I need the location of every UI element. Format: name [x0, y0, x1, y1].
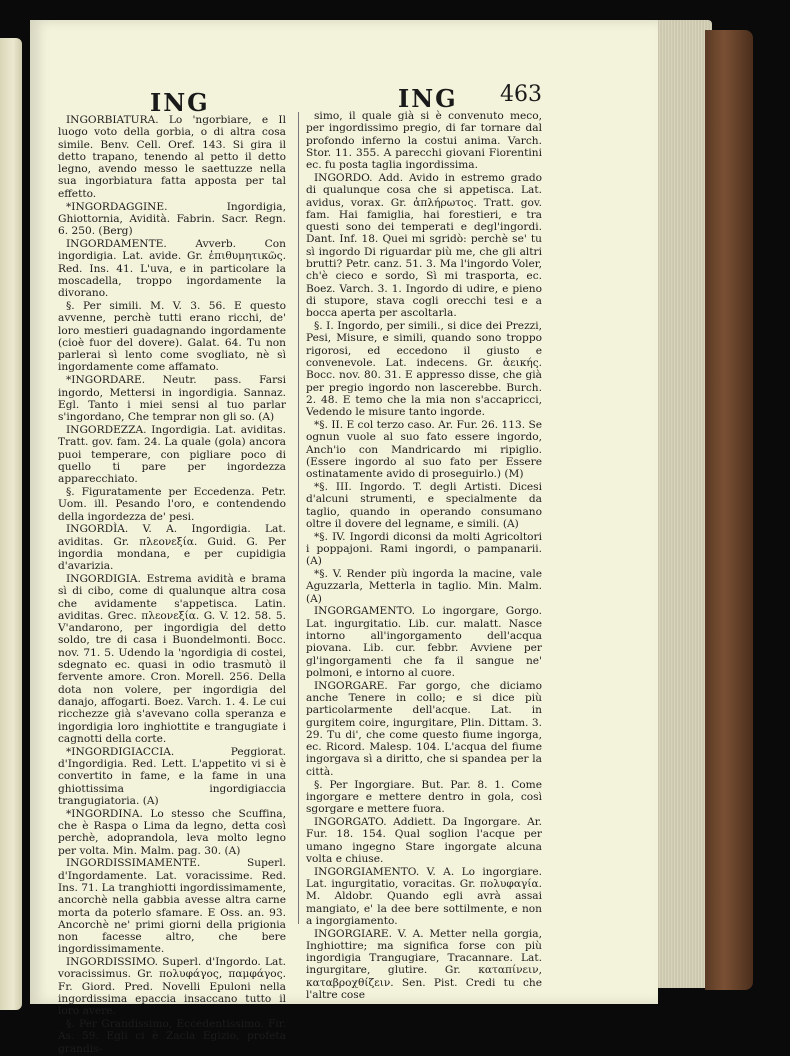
- page-number: 463: [500, 82, 542, 107]
- dictionary-entry: INGORDISSIMAMENTE. Superl. d'Ingordamente. Lat. voracissime. Red. Ins. 71. La tranghiotti ingordissimamente, ancorchè nella gabbia avesse altra carne morta da poterlo sfamare. E Oss. an. 93. Ancorchè ne' primi giorni della prigionia non facesse altro, che bere ingordissimamente.: [58, 857, 286, 956]
- dictionary-entry: *INGORDAGGINE. Ingordigia, Ghiottornia, Avidità. Fabrin. Sacr. Regn. 6. 250. (Berg): [58, 200, 286, 238]
- dictionary-entry: INGORBIATURA. Lo 'ngorbiare, e Il luogo voto della gorbia, o di altra cosa simile. Benv. Cell. Oref. 143. Si gira il detto trapano, tenendo al petto il detto legno, avendo messo le saettuzze nella sua ingorbiatura fatta apposta per tal effetto.: [58, 114, 286, 200]
- dictionary-entry: *§. IV. Ingordi diconsi da molti Agricoltori i poppajoni. Rami ingordi, o pampanarii. (A): [306, 530, 542, 568]
- dictionary-entry: *INGORDARE. Neutr. pass. Farsi ingordo, Mettersi in ingordigia. Sannaz. Egl. Tanto i miei sensi al tuo parlar s'ingordano, Che temprar non gli so. (A): [58, 374, 286, 424]
- dictionary-entry: INGORDAMENTE. Avverb. Con ingordigia. Lat. avide. Gr. ἐπιθυμητικῶς. Red. Ins. 41. L'uva, e in particolare la moscadella, troppo ingordamente la divorano.: [58, 237, 286, 300]
- dictionary-entry: INGORGATO. Addiett. Da Ingorgare. Ar. Fur. 18. 154. Qual soglion l'acque per umano ingegno Stare ingorgate alcuna volta e chiuse.: [306, 815, 542, 865]
- dictionary-entry: *INGORDINA. Lo stesso che Scuffina, che è Raspa o Lima da legno, detta così perchè, adoprandola, leva molto legno per volta. Min. Malm. pag. 30. (A): [58, 807, 286, 857]
- left-column: [58, 114, 286, 1056]
- dictionary-entry: INGORGIARE. V. A. Metter nella gorgia, Inghiottire; ma significa forse con più ingordigia Trangugiare, Tracannare. Lat. ingurgitare, glutire. Gr. καταπίνειν, καταβροχθίζειν. Sen. Pist. Credi tu che l'altre cose: [306, 927, 542, 1002]
- book-cover: [705, 30, 753, 990]
- facing-page-edge: [0, 38, 22, 1010]
- dictionary-entry: *INGORDIGIACCIA. Peggiorat. d'Ingordigia. Red. Lett. L'appetito vi si è convertito in fame, e la fame in una ghiottissima ingordigiaccia trangugiatoria. (A): [58, 745, 286, 807]
- dictionary-entry: §. Per Ingorgiare. But. Par. 8. 1. Come ingorgare e mettere dentro in gola, così sgorgare e mettere fuora.: [306, 778, 542, 816]
- dictionary-entry: *§. III. Ingordo. T. degli Artisti. Dicesi d'alcuni strumenti, e specialmente da taglio, quando in operando consumano oltre il dovere del legname, e simili. (A): [306, 480, 542, 530]
- guide-word-left: ING: [150, 88, 210, 117]
- dictionary-entry: *§. V. Render più ingorda la macine, vale Aguzzarla, Metterla in taglio. Min. Malm. (A): [306, 567, 542, 605]
- dictionary-entry: §. Per Grandissimo, Eccedentissimo. Fir. As. 59. Egli ci è Zacla Egizio, profeta grandis-: [58, 1018, 286, 1055]
- dictionary-entry: §. Per simili. M. V. 3. 56. E questo avvenne, perchè tutti erano ricchi, de' loro mestieri guadagnando ingordamente (cioè fuor del dovere). Galat. 64. Tu non parlerai sì lento come svogliato, nè sì ingordamente come affamato.: [58, 299, 286, 374]
- dictionary-entry: §. I. Ingordo, per simili., si dice dei Prezzi, Pesi, Misure, e simili, quando sono troppo rigorosi, ed eccedono il giusto e convenevole. Lat. indecens. Gr. ἀεικής. Bocc. nov. 80. 31. E appresso disse, che già per pregio ingordo non lascerebbe. Burch. 2. 48. E temo che la mia non s'accapricci, Vedendo le misure tanto ingorde.: [306, 320, 542, 419]
- dictionary-entry: INGORGARE. Far gorgo, che diciamo anche Tenere in collo; e si dice più particolarmente dell'acque. Lat. in gurgitem coire, ingurgitare, Plin. Dittam. 3. 29. Tu di', che come questo fiume ingorga, ec. Ricord. Malesp. 104. L'acqua del fiume ingorgava sì a diritto, che si spandea per la città.: [306, 679, 542, 778]
- dictionary-entry: INGORGAMENTO. Lo ingorgare, Gorgo. Lat. ingurgitatio. Lib. cur. malatt. Nasce intorno all'ingorgamento dell'acqua piovana. Lib. cur. febbr. Avviene per gl'ingorgamenti che fa il sangue ne' polmoni, e intorno al cuore.: [306, 605, 542, 679]
- dictionary-entry: INGORDÌA. V. A. Ingordigia. Lat. aviditas. Gr. πλεονεξία. Guid. G. Per ingordia mondana, e per cupidigia d'avarizia.: [58, 523, 286, 573]
- right-column: [306, 110, 542, 1002]
- guide-word-right: ING: [398, 84, 458, 113]
- column-divider: [298, 112, 299, 924]
- dictionary-entry: simo, il quale già si è convenuto meco, per ingordissimo pregio, di far tornare dal profondo inferno la costui anima. Varch. Stor. 11. 355. A parecchi giovani Fiorentini ec. fu posta taglia ingordissima.: [306, 110, 542, 172]
- page-edges: [650, 20, 712, 988]
- dictionary-entry: INGORDEZZA. Ingordigia. Lat. aviditas. Tratt. gov. fam. 24. La quale (gola) ancora puoi temperare, con pigliare poco di quello ti pare per ingordezza apparecchiato.: [58, 423, 286, 486]
- dictionary-entry: INGORDIGIA. Estrema avidità e brama sì di cibo, come di qualunque altra cosa che avidamente s'appetisca. Latin. aviditas. Grec. πλεονεξία. G. V. 12. 58. 5. V'andarono, per ingordigia del detto soldo, tre di casa i Buondelmonti. Bocc. nov. 71. 5. Udendo la 'ngordigia di costei, sdegnato ec. quasi in odio trasmutò il fervente amore. Cron. Morell. 256. Della dota non volere, per ingordigia del danajo, affogarti. Boez. Varch. 1. 4. Le cui ricchezze già s'avevano colla speranza e ingordigia loro inghiottite e trangugiate i cagnotti della corte.: [58, 572, 286, 745]
- dictionary-entry: §. Figuratamente per Eccedenza. Petr. Uom. ill. Pesando l'oro, e contendendo della ingordezza de' pesi.: [58, 485, 286, 523]
- dictionary-entry: INGORGIAMENTO. V. A. Lo ingorgiare. Lat. ingurgitatio, voracitas. Gr. πολυφαγία. M. Aldobr. Quando egli avrà assai mangiato, e' la dee bere sottilmente, e non a ingorgiamento.: [306, 865, 542, 927]
- dictionary-entry: INGORDISSIMO. Superl. d'Ingordo. Lat. voracissimus. Gr. πολυφάγος, παμφάγος. Fr. Giord. Pred. Novelli Epuloni nella ingordissima epaccia insaccano tutto il loro avere.: [58, 956, 286, 1018]
- dictionary-entry: INGORDO. Add. Avido in estremo grado di qualunque cosa che si appetisca. Lat. avidus, vorax. Gr. ἀπλήρωτος. Tratt. gov. fam. Hai famiglia, hai forestieri, e tra questi sono dei temperati e degl'ingordi. Dant. Inf. 18. Quei mi sgridò: perchè se' tu sì ingordo Di riguardar più me, che gli altri brutti? Petr. canz. 51. 3. Ma l'ingordo Voler, ch'è cieco e sordo, Sì mi trasporta, ec. Boez. Varch. 3. 1. Ingordo di udire, e pieno di stupore, stava cogli orecchi tesi e a bocca aperta per ascoltarla.: [306, 171, 542, 320]
- dictionary-entry: *§. II. E col terzo caso. Ar. Fur. 26. 113. Se ognun vuole al suo fato essere ingordo, Anch'io con Mandricardo mi ripiglio. (Essere ingordo al suo fato per Essere ostinatamente avido di proseguirlo.) (M): [306, 418, 542, 481]
